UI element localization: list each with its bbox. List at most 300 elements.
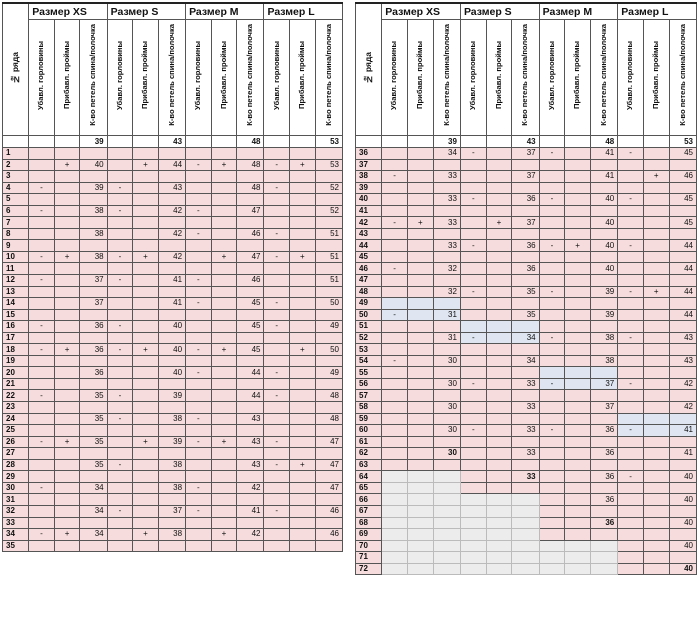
row-number: 24 <box>3 413 29 425</box>
stitch-count-cell <box>669 159 696 171</box>
armhole-increase-cell <box>54 494 80 506</box>
neck-decrease-cell <box>29 402 55 414</box>
neck-decrease-cell <box>460 205 486 217</box>
stitch-count-cell <box>158 448 185 460</box>
armhole-increase-cell <box>643 425 669 437</box>
neck-decrease-cell <box>382 194 408 206</box>
stitch-count-cell <box>80 378 107 390</box>
stitch-count-cell: 30 <box>433 378 460 390</box>
table-row <box>356 390 697 402</box>
stitch-count-cell <box>669 205 696 217</box>
neck-decrease-cell: - <box>29 182 55 194</box>
neck-decrease-cell <box>382 517 408 529</box>
neck-decrease-cell <box>186 517 212 529</box>
table-row <box>356 563 697 575</box>
stitch-count-cell <box>669 390 696 402</box>
column-header-s-neck-decrease: Убавл. горловины <box>460 20 486 136</box>
column-header-l-stitch-count: К-во петель спина/полочка <box>315 20 342 136</box>
stitch-count-cell <box>158 471 185 483</box>
stitch-count-cell <box>669 505 696 517</box>
neck-decrease-cell <box>186 263 212 275</box>
row-number-header <box>356 3 382 136</box>
row-number: 66 <box>356 494 382 506</box>
row-number: 15 <box>3 309 29 321</box>
armhole-increase-cell: + <box>54 436 80 448</box>
armhole-increase-cell <box>54 240 80 252</box>
column-header-l-armhole-increase: Прибавл. проймы <box>643 20 669 136</box>
neck-decrease-cell <box>382 459 408 471</box>
neck-decrease-cell <box>186 182 212 194</box>
stitch-count-cell: 30 <box>433 425 460 437</box>
table-row <box>356 205 697 217</box>
armhole-increase-cell: + <box>133 344 159 356</box>
neck-decrease-cell <box>460 251 486 263</box>
stitch-count-cell <box>158 309 185 321</box>
armhole-increase-cell <box>643 517 669 529</box>
neck-decrease-cell <box>29 540 55 552</box>
table-row <box>356 482 697 494</box>
neck-decrease-cell <box>618 344 644 356</box>
armhole-increase-cell: + <box>54 251 80 263</box>
neck-decrease-cell <box>382 471 408 483</box>
neck-decrease-cell <box>382 413 408 425</box>
row-number: 39 <box>356 182 382 194</box>
armhole-increase-cell <box>407 390 433 402</box>
stitch-count-cell: 37 <box>512 171 539 183</box>
row-number: 34 <box>3 529 29 541</box>
neck-decrease-cell <box>382 402 408 414</box>
armhole-increase-cell <box>290 529 316 541</box>
stitch-count-cell: 42 <box>237 482 264 494</box>
stitch-row-blank <box>460 136 486 148</box>
stitch-count-cell: 40 <box>669 494 696 506</box>
row-number: 28 <box>3 459 29 471</box>
neck-decrease-cell: - <box>107 321 133 333</box>
armhole-increase-cell <box>133 471 159 483</box>
neck-decrease-cell <box>460 321 486 333</box>
neck-decrease-cell <box>460 355 486 367</box>
size-header-l: Размер L <box>264 3 343 20</box>
stitch-count-cell <box>669 344 696 356</box>
stitch-count-cell: 42 <box>158 251 185 263</box>
armhole-increase-cell <box>54 148 80 160</box>
stitch-count-cell: 40 <box>669 563 696 575</box>
neck-decrease-cell: - <box>618 240 644 252</box>
column-header-xs-armhole-increase: Прибавл. проймы <box>407 20 433 136</box>
armhole-increase-cell <box>211 378 237 390</box>
armhole-increase-cell <box>133 286 159 298</box>
stitch-count-cell: 32 <box>433 286 460 298</box>
neck-decrease-cell: - <box>264 459 290 471</box>
armhole-increase-cell <box>54 332 80 344</box>
neck-decrease-cell <box>460 217 486 229</box>
neck-decrease-cell <box>264 402 290 414</box>
stitch-count-cell <box>512 540 539 552</box>
initial-stitch-count-xs: 39 <box>80 136 107 148</box>
table-row <box>356 344 697 356</box>
row-number: 33 <box>3 517 29 529</box>
stitch-count-cell: 42 <box>158 228 185 240</box>
neck-decrease-cell <box>107 355 133 367</box>
stitch-count-cell <box>669 459 696 471</box>
table-row <box>3 459 343 471</box>
table-row <box>356 529 697 541</box>
neck-decrease-cell <box>618 459 644 471</box>
stitch-count-cell <box>433 228 460 240</box>
stitch-count-cell: 36 <box>80 321 107 333</box>
armhole-increase-cell <box>407 275 433 287</box>
neck-decrease-cell <box>264 275 290 287</box>
armhole-increase-cell <box>643 275 669 287</box>
stitch-count-cell: 33 <box>512 378 539 390</box>
armhole-increase-cell <box>643 367 669 379</box>
armhole-increase-cell <box>565 275 591 287</box>
stitch-count-cell: 45 <box>237 344 264 356</box>
neck-decrease-cell <box>186 448 212 460</box>
stitch-count-cell <box>237 332 264 344</box>
armhole-increase-cell: + <box>486 217 512 229</box>
armhole-increase-cell <box>211 413 237 425</box>
row-number: 32 <box>3 505 29 517</box>
table-row <box>3 505 343 517</box>
neck-decrease-cell: - <box>539 378 565 390</box>
stitch-count-cell: 42 <box>669 402 696 414</box>
neck-decrease-cell <box>460 494 486 506</box>
neck-decrease-cell <box>539 436 565 448</box>
stitch-count-cell: 33 <box>433 171 460 183</box>
neck-decrease-cell <box>29 159 55 171</box>
armhole-increase-cell <box>290 413 316 425</box>
armhole-increase-cell <box>290 240 316 252</box>
neck-decrease-cell <box>107 517 133 529</box>
armhole-increase-cell <box>54 390 80 402</box>
armhole-increase-cell <box>211 505 237 517</box>
armhole-increase-cell <box>133 182 159 194</box>
armhole-increase-cell <box>565 436 591 448</box>
stitch-count-cell <box>590 159 617 171</box>
stitch-count-cell <box>590 436 617 448</box>
neck-decrease-cell <box>186 217 212 229</box>
armhole-increase-cell <box>565 205 591 217</box>
neck-decrease-cell <box>618 505 644 517</box>
stitch-count-cell <box>590 505 617 517</box>
table-row <box>356 240 697 252</box>
table-row <box>3 471 343 483</box>
column-header-m-neck-decrease: Убавл. горловины <box>539 20 565 136</box>
neck-decrease-cell <box>29 505 55 517</box>
armhole-increase-cell <box>643 240 669 252</box>
armhole-increase-cell <box>54 182 80 194</box>
column-header-s-stitch-count: К-во петель спина/полочка <box>512 20 539 136</box>
column-header-m-armhole-increase: Прибавл. проймы <box>565 20 591 136</box>
column-header-s-stitch-count: К-во петель спина/полочка <box>158 20 185 136</box>
neck-decrease-cell: - <box>264 367 290 379</box>
stitch-count-cell <box>512 228 539 240</box>
neck-decrease-cell <box>264 171 290 183</box>
neck-decrease-cell <box>539 251 565 263</box>
neck-decrease-cell: - <box>29 344 55 356</box>
stitch-count-cell <box>512 182 539 194</box>
armhole-increase-cell <box>407 563 433 575</box>
armhole-increase-cell: + <box>643 286 669 298</box>
armhole-increase-cell <box>133 263 159 275</box>
neck-decrease-cell <box>186 471 212 483</box>
stitch-count-cell <box>315 217 342 229</box>
neck-decrease-cell <box>29 228 55 240</box>
armhole-increase-cell <box>54 355 80 367</box>
neck-decrease-cell: - <box>460 332 486 344</box>
stitch-count-cell: 34 <box>512 355 539 367</box>
size-header-m: Размер M <box>186 3 264 20</box>
armhole-increase-cell <box>290 482 316 494</box>
neck-decrease-cell <box>618 182 644 194</box>
neck-decrease-cell <box>382 240 408 252</box>
table-row <box>356 217 697 229</box>
stitch-row-blank <box>382 136 408 148</box>
armhole-increase-cell <box>407 552 433 564</box>
stitch-count-cell: 40 <box>669 471 696 483</box>
table-row <box>3 332 343 344</box>
stitch-count-cell <box>512 482 539 494</box>
neck-decrease-cell: - <box>107 251 133 263</box>
stitch-row-blank <box>539 136 565 148</box>
table-row <box>356 517 697 529</box>
table-row <box>356 275 697 287</box>
armhole-increase-cell <box>211 517 237 529</box>
armhole-increase-cell <box>290 171 316 183</box>
stitch-count-cell <box>669 251 696 263</box>
table-row <box>356 459 697 471</box>
neck-decrease-cell <box>382 529 408 541</box>
neck-decrease-cell <box>29 378 55 390</box>
column-header-m-armhole-increase: Прибавл. проймы <box>211 20 237 136</box>
table-row <box>356 402 697 414</box>
stitch-count-cell <box>315 378 342 390</box>
armhole-increase-cell <box>407 459 433 471</box>
armhole-increase-cell <box>211 286 237 298</box>
neck-decrease-cell <box>264 286 290 298</box>
armhole-increase-cell <box>407 298 433 310</box>
stitch-count-cell <box>158 540 185 552</box>
stitch-count-cell: 46 <box>237 275 264 287</box>
neck-decrease-cell <box>382 344 408 356</box>
neck-decrease-cell <box>29 448 55 460</box>
table-row <box>3 402 343 414</box>
armhole-increase-cell: + <box>211 529 237 541</box>
row-number: 6 <box>3 205 29 217</box>
row-number: 19 <box>3 355 29 367</box>
neck-decrease-cell <box>539 413 565 425</box>
stitch-count-cell: 40 <box>158 367 185 379</box>
armhole-increase-cell <box>54 413 80 425</box>
armhole-increase-cell <box>54 275 80 287</box>
stitch-count-cell <box>158 402 185 414</box>
stitch-count-cell <box>433 367 460 379</box>
stitch-row-blank <box>3 136 29 148</box>
neck-decrease-cell <box>29 309 55 321</box>
stitch-count-cell <box>590 344 617 356</box>
stitch-count-cell <box>80 286 107 298</box>
stitch-count-cell: 45 <box>237 321 264 333</box>
neck-decrease-cell <box>186 171 212 183</box>
stitch-count-cell <box>433 275 460 287</box>
stitch-count-cell <box>590 367 617 379</box>
stitch-count-cell: 35 <box>80 436 107 448</box>
armhole-increase-cell <box>565 448 591 460</box>
armhole-increase-cell <box>486 182 512 194</box>
armhole-increase-cell <box>407 228 433 240</box>
armhole-increase-cell <box>133 459 159 471</box>
neck-decrease-cell <box>186 390 212 402</box>
table-row <box>356 367 697 379</box>
stitch-count-cell: 49 <box>315 321 342 333</box>
stitch-count-cell <box>512 205 539 217</box>
neck-decrease-cell <box>107 240 133 252</box>
neck-decrease-cell <box>186 494 212 506</box>
armhole-increase-cell <box>486 240 512 252</box>
stitch-count-cell <box>158 194 185 206</box>
stitch-count-cell <box>433 251 460 263</box>
armhole-increase-cell <box>133 494 159 506</box>
neck-decrease-cell <box>460 275 486 287</box>
neck-decrease-cell <box>107 194 133 206</box>
table-row <box>356 228 697 240</box>
armhole-increase-cell <box>407 517 433 529</box>
neck-decrease-cell <box>539 355 565 367</box>
row-number: 44 <box>356 240 382 252</box>
table-row <box>3 517 343 529</box>
armhole-increase-cell <box>211 390 237 402</box>
table-row <box>356 436 697 448</box>
armhole-increase-cell <box>54 194 80 206</box>
stitch-count-cell <box>433 482 460 494</box>
armhole-increase-cell <box>133 171 159 183</box>
neck-decrease-cell <box>618 552 644 564</box>
stitch-count-cell <box>315 517 342 529</box>
armhole-increase-cell <box>565 540 591 552</box>
initial-stitch-count-m: 48 <box>590 136 617 148</box>
stitch-count-cell <box>80 425 107 437</box>
neck-decrease-cell <box>539 448 565 460</box>
row-number: 22 <box>3 390 29 402</box>
armhole-increase-cell <box>407 171 433 183</box>
armhole-increase-cell <box>211 148 237 160</box>
stitch-count-cell: 51 <box>315 251 342 263</box>
stitch-count-cell: 44 <box>669 309 696 321</box>
armhole-increase-cell <box>133 355 159 367</box>
armhole-increase-cell <box>486 494 512 506</box>
armhole-increase-cell <box>486 367 512 379</box>
column-header-xs-stitch-count: К-во петель спина/полочка <box>80 20 107 136</box>
armhole-increase-cell <box>407 448 433 460</box>
row-number: 26 <box>3 436 29 448</box>
neck-decrease-cell: - <box>29 529 55 541</box>
neck-decrease-cell: - <box>264 436 290 448</box>
stitch-count-cell <box>80 332 107 344</box>
stitch-count-cell: 35 <box>512 286 539 298</box>
table-row <box>356 251 697 263</box>
armhole-increase-cell <box>565 228 591 240</box>
table-row <box>3 309 343 321</box>
row-number: 14 <box>3 298 29 310</box>
stitch-count-cell: 33 <box>433 217 460 229</box>
neck-decrease-cell <box>618 390 644 402</box>
neck-decrease-cell <box>382 563 408 575</box>
neck-decrease-cell <box>539 494 565 506</box>
neck-decrease-cell: - <box>186 298 212 310</box>
row-number: 52 <box>356 332 382 344</box>
neck-decrease-cell <box>618 494 644 506</box>
neck-decrease-cell <box>186 402 212 414</box>
neck-decrease-cell: - <box>186 505 212 517</box>
armhole-increase-cell <box>643 344 669 356</box>
armhole-increase-cell <box>486 517 512 529</box>
armhole-increase-cell <box>290 540 316 552</box>
stitch-count-cell <box>315 355 342 367</box>
stitch-count-cell <box>433 344 460 356</box>
neck-decrease-cell: - <box>264 298 290 310</box>
neck-decrease-cell <box>539 298 565 310</box>
neck-decrease-cell <box>382 159 408 171</box>
armhole-increase-cell <box>407 286 433 298</box>
neck-decrease-cell: - <box>29 251 55 263</box>
neck-decrease-cell <box>382 275 408 287</box>
neck-decrease-cell: - <box>618 471 644 483</box>
armhole-increase-cell <box>290 263 316 275</box>
neck-decrease-cell <box>539 171 565 183</box>
armhole-increase-cell <box>211 332 237 344</box>
armhole-increase-cell <box>54 205 80 217</box>
armhole-increase-cell <box>565 529 591 541</box>
armhole-increase-cell <box>407 355 433 367</box>
stitch-count-cell <box>158 494 185 506</box>
stitch-count-cell: 39 <box>590 286 617 298</box>
armhole-increase-cell <box>643 194 669 206</box>
stitch-count-cell: 51 <box>315 228 342 240</box>
table-row <box>3 275 343 287</box>
row-number-label: № ряда <box>10 52 21 85</box>
armhole-increase-cell <box>211 240 237 252</box>
table-row <box>3 321 343 333</box>
stitch-count-cell <box>315 402 342 414</box>
armhole-increase-cell <box>211 494 237 506</box>
armhole-increase-cell <box>486 194 512 206</box>
row-number: 30 <box>3 482 29 494</box>
neck-decrease-cell <box>264 517 290 529</box>
stitch-count-cell: 36 <box>590 448 617 460</box>
neck-decrease-cell <box>539 275 565 287</box>
neck-decrease-cell: - <box>264 251 290 263</box>
stitch-count-cell <box>433 552 460 564</box>
row-number: 71 <box>356 552 382 564</box>
stitch-count-cell: 36 <box>590 425 617 437</box>
stitch-count-cell: 33 <box>433 240 460 252</box>
stitch-count-cell <box>158 517 185 529</box>
stitch-count-cell <box>590 552 617 564</box>
armhole-increase-cell <box>565 482 591 494</box>
row-number: 60 <box>356 425 382 437</box>
stitch-count-cell <box>80 240 107 252</box>
armhole-increase-cell <box>211 205 237 217</box>
armhole-increase-cell <box>643 436 669 448</box>
stitch-row-blank <box>486 136 512 148</box>
stitch-count-cell: 48 <box>315 413 342 425</box>
stitch-count-cell: 36 <box>512 263 539 275</box>
stitch-count-cell: 43 <box>237 459 264 471</box>
neck-decrease-cell <box>539 471 565 483</box>
armhole-increase-cell <box>565 286 591 298</box>
neck-decrease-cell <box>539 540 565 552</box>
